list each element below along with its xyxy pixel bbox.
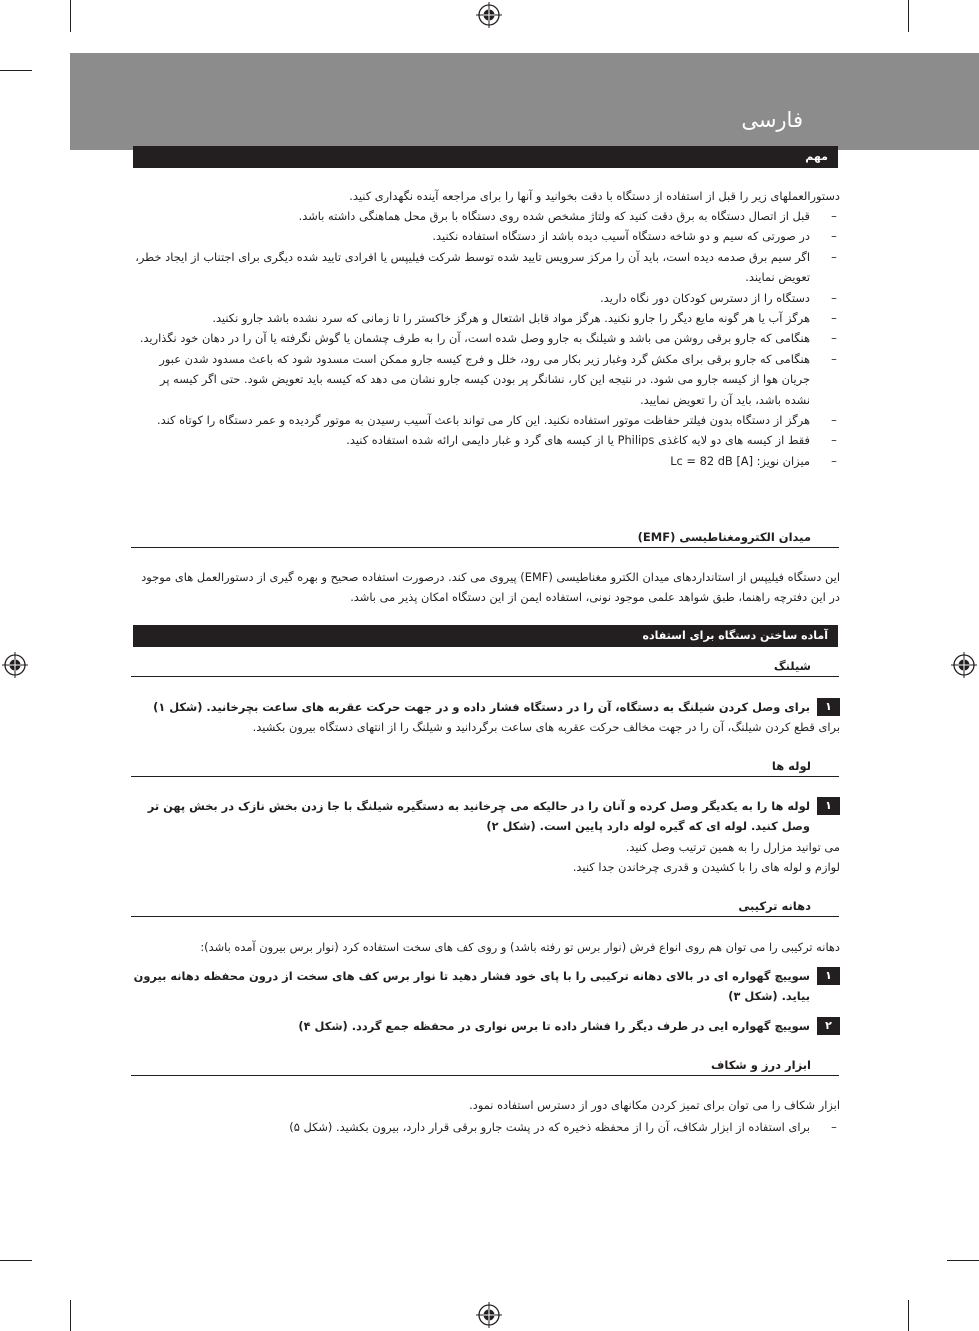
subheading-tubes: لوله ها xyxy=(131,757,839,777)
important-list xyxy=(133,206,840,471)
tubes-line-2: لوازم و لوله های را با کشیدن و قدری چرخاندن جدا کنید. xyxy=(572,860,840,874)
step-number: ١ xyxy=(817,967,840,985)
registration-mark-icon xyxy=(2,652,28,678)
important-intro: دستورالعملهای زیر را قبل از استفاده از دستگاه با دقت بخوانید و آنها را برای مراجعه آینده نگهداری کنید. xyxy=(349,189,840,203)
nozzle-step-1: ١ سوییچ گهواره ای در بالای دهانه ترکیبی را با پای خود فشار دهید تا نوار برس کف های سخت از درون محفظه دهانه بیرون بیاید. (شکل ۳) xyxy=(133,966,840,1007)
crevice-intro: ابزار شکاف را می توان برای تمیز کردن مکانهای دور از دسترس استفاده نمود. xyxy=(469,1098,840,1112)
crop-mark xyxy=(947,1260,979,1261)
crop-mark xyxy=(908,1300,909,1331)
tubes-step-1: ١ لوله ها را به یکدیگر وصل کرده و آنان را در حالیکه می چرخانید به دستگیره شیلنگ با جا زدن بخش نازک در بخش پهن تر وصل کنید. لوله ای که گیره لوله دارد پایین است. (شکل ۲) xyxy=(133,796,840,837)
list-item: – اگر سیم برق صدمه دیده است، باید آن را مرکز سرویس تایید شده توسط شرکت فیلیپس یا افرادی تایید شده دیگری برای اجتناب از ایجاد خطر، تعویض نمایند. xyxy=(135,249,837,285)
section-bar-preparing: آماده ساختن دستگاه برای استفاده xyxy=(133,625,838,647)
list-item: – هرگز از دستگاه بدون فیلتر حفاظت موتور استفاده نکنید. این کار می تواند باعث آسیب رسیدن به موتور گردیده و عمر دستگاه را کوتاه کند. xyxy=(156,413,837,428)
step-number: ١ xyxy=(817,698,840,716)
list-item: – میزان نویز: Lc = 82 dB [A] xyxy=(670,453,837,468)
header-band xyxy=(70,53,979,150)
step-number: ١ xyxy=(817,797,840,815)
crop-mark xyxy=(70,1300,71,1331)
subheading-nozzle: دهانه ترکیبی xyxy=(131,897,839,917)
crop-mark xyxy=(0,1260,32,1261)
nozzle-step-2: ٢ سوییچ گهواره ایی در طرف دیگر را فشار داده تا برس نواری در محفظه جمع گردد. (شکل ۴) xyxy=(133,1016,840,1036)
list-item: – هنگامی که جارو برقی برای مکش گرد وغبار زیر بکار می رود، خلل و فرج کیسه جارو ممکن است مسدود شود که باعث مسدود شدن عبور جریان هوا از کیسه جارو می شود. در نتیجه این کار، نشانگر پر بودن کیسه جارو نشان می دهد که کیسه باید تعویض شود. حتی اگر کیسه پر نشده باشد، باید آن را تعویض نمایید. xyxy=(159,351,837,407)
emf-text: این دستگاه فیلیپس از استانداردهای میدان الکترو مغناطیسی (EMF) پیروی می کند. درصورت استفاده صحیح و بهره گیری از دستورالعمل های موجود در این دفترچه راهنما، طبق شواهد علمی موجود نونی، استفاده ایمن از این دستگاه امکان پذیر می باشد. xyxy=(141,570,840,605)
registration-mark-icon xyxy=(476,2,502,28)
section-bar-important: مهم xyxy=(133,146,838,168)
step-number: ٢ xyxy=(817,1017,840,1035)
list-item: – فقط از کیسه های دو لایه کاغذی Philips یا از کیسه های گرد و غبار دایمی ارائه شده استفاده کنید. xyxy=(346,433,837,448)
list-item: – قبل از اتصال دستگاه به برق دقت کنید که ولتاژ مشخص شده روی دستگاه با برق محل هماهنگی داشته باشد. xyxy=(298,209,837,223)
crevice-list xyxy=(133,1117,840,1137)
crop-mark xyxy=(70,0,71,32)
subheading-emf: میدان الکترومغناطیسی (EMF) xyxy=(131,528,839,548)
hose-note: برای قطع کردن شیلنگ، آن را در جهت مخالف حرکت عقربه های ساعت برگردانید و شیلنگ را از انتهای دستگاه بیرون بکشید. xyxy=(252,720,840,734)
crop-mark xyxy=(908,0,909,32)
list-item: – هنگامی که جارو برقی روشن می باشد و شیلنگ به جارو وصل شده است، آن را به طرف چشمان یا گوش نگرفته یا آن را در دهان خود نگذارید. xyxy=(139,331,837,346)
list-item: – برای استفاده از ابزار شکاف، آن را از محفظه ذخیره که در پشت جارو برقی قرار دارد، بیرون بکشید. (شکل ۵) xyxy=(289,1120,837,1134)
nozzle-intro: دهانه ترکیبی را می توان هم روی انواع فرش (نوار برس تو رفته باشد) و روی کف های سخت استفاده کرد (نوار برس بیرون آمده باشد): xyxy=(200,940,840,954)
language-title: فارسی xyxy=(741,108,803,132)
list-item: – دستگاه را از دسترس کودکان دور نگاه دارید. xyxy=(600,290,837,305)
list-item: – هرگز آب یا هر گونه مایع دیگر را جارو نکنید. هرگز مواد قابل اشتعال و هرگز خاکستر را تا زمانی که سرد نشده باشد جارو نکنید. xyxy=(212,311,837,326)
registration-mark-icon xyxy=(476,1302,502,1328)
registration-mark-icon xyxy=(951,652,977,678)
crop-mark xyxy=(0,70,32,71)
subheading-hose: شیلنگ xyxy=(131,657,839,677)
subheading-crevice: ابزار درز و شکاف xyxy=(131,1056,839,1076)
list-item: – در صورتی که سیم و دو شاخه دستگاه آسیب دیده باشد از دستگاه استفاده نکنید. xyxy=(432,229,837,244)
tubes-line-1: می توانید مزارل را به همین ترتیب وصل کنید. xyxy=(625,840,840,854)
hose-step-1: ١ برای وصل کردن شیلنگ به دستگاه، آن را در دستگاه فشار داده و در جهت حرکت عقربه های ساعت بچرخانید. (شکل ۱) xyxy=(133,697,840,717)
